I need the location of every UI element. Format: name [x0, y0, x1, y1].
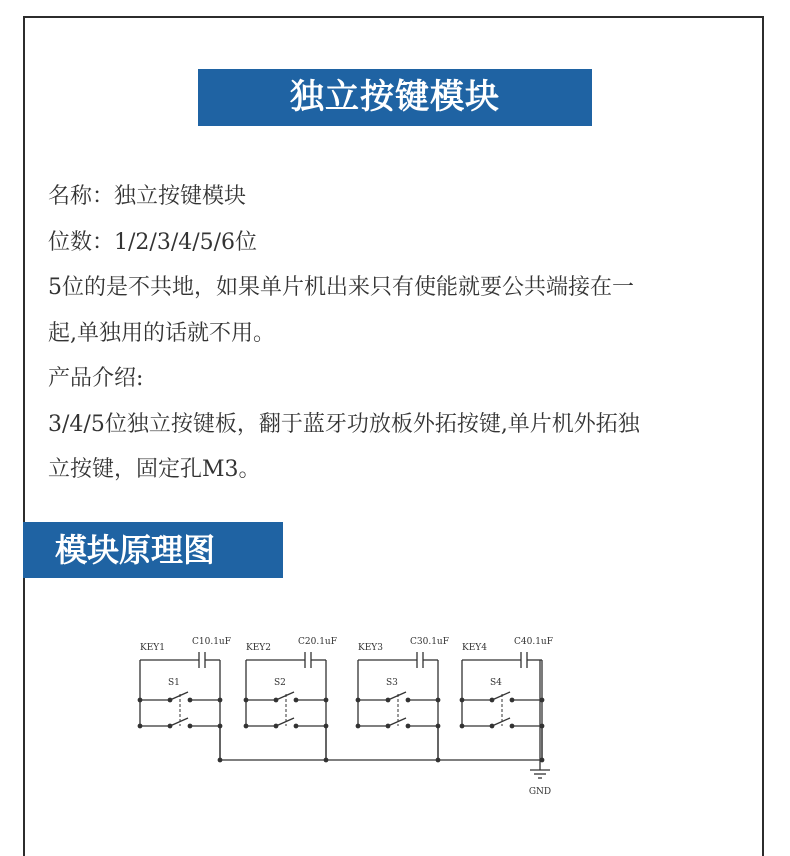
desc-line-1: 5位的是不共地，如果单片机出来只有使能就要公共端接在一 — [48, 275, 634, 300]
junction-dot — [460, 724, 465, 729]
name-line: 名称：独立按键模块 — [48, 184, 247, 209]
junction-dot — [138, 698, 143, 703]
schematic-svg — [120, 630, 580, 810]
intro-label: 产品介绍: — [48, 366, 144, 391]
switch-blade — [276, 718, 294, 726]
schematic-diagram — [120, 630, 580, 810]
junction-dot — [324, 698, 329, 703]
switch-blade — [170, 718, 188, 726]
switch-blade — [388, 692, 406, 700]
cap-label-3: C30.1uF — [410, 637, 449, 647]
key-label-4: KEY4 — [462, 643, 487, 653]
page-title: 独立按键模块 — [198, 69, 592, 126]
key-label-2: KEY2 — [246, 643, 271, 653]
bits-line: 位数：1/2/3/4/5/6位 — [48, 229, 258, 255]
switch-blade — [388, 718, 406, 726]
product-info — [48, 174, 748, 493]
junction-dot — [244, 724, 249, 729]
cap-label-1: C10.1uF — [192, 637, 231, 647]
junction-dot — [138, 724, 143, 729]
ground-label: GND — [528, 787, 552, 797]
switch-blade — [492, 718, 510, 726]
intro-line-1: 3/4/5位独立按键板，翻于蓝牙功放板外拓按键,单片机外拓独 — [48, 411, 640, 437]
switch-label-1: S1 — [168, 678, 180, 688]
junction-dot — [460, 698, 465, 703]
switch-label-2: S2 — [274, 678, 286, 688]
cap-label-2: C20.1uF — [298, 637, 337, 647]
switch-blade — [276, 692, 294, 700]
key-label-3: KEY3 — [358, 643, 383, 653]
switch-label-4: S4 — [490, 678, 502, 688]
switch-label-3: S3 — [386, 678, 398, 688]
junction-dot — [356, 698, 361, 703]
key-label-1: KEY1 — [140, 643, 165, 653]
junction-dot — [218, 698, 223, 703]
junction-dot — [436, 698, 441, 703]
desc-line-2: 起,单独用的话就不用。 — [48, 320, 275, 346]
intro-line-2: 立按键，固定孔M3。 — [48, 457, 261, 482]
switch-blade — [492, 692, 510, 700]
switch-blade — [170, 692, 188, 700]
junction-dot — [356, 724, 361, 729]
cap-label-4: C40.1uF — [514, 637, 553, 647]
junction-dot — [244, 698, 249, 703]
section-title: 模块原理图 — [23, 522, 283, 578]
